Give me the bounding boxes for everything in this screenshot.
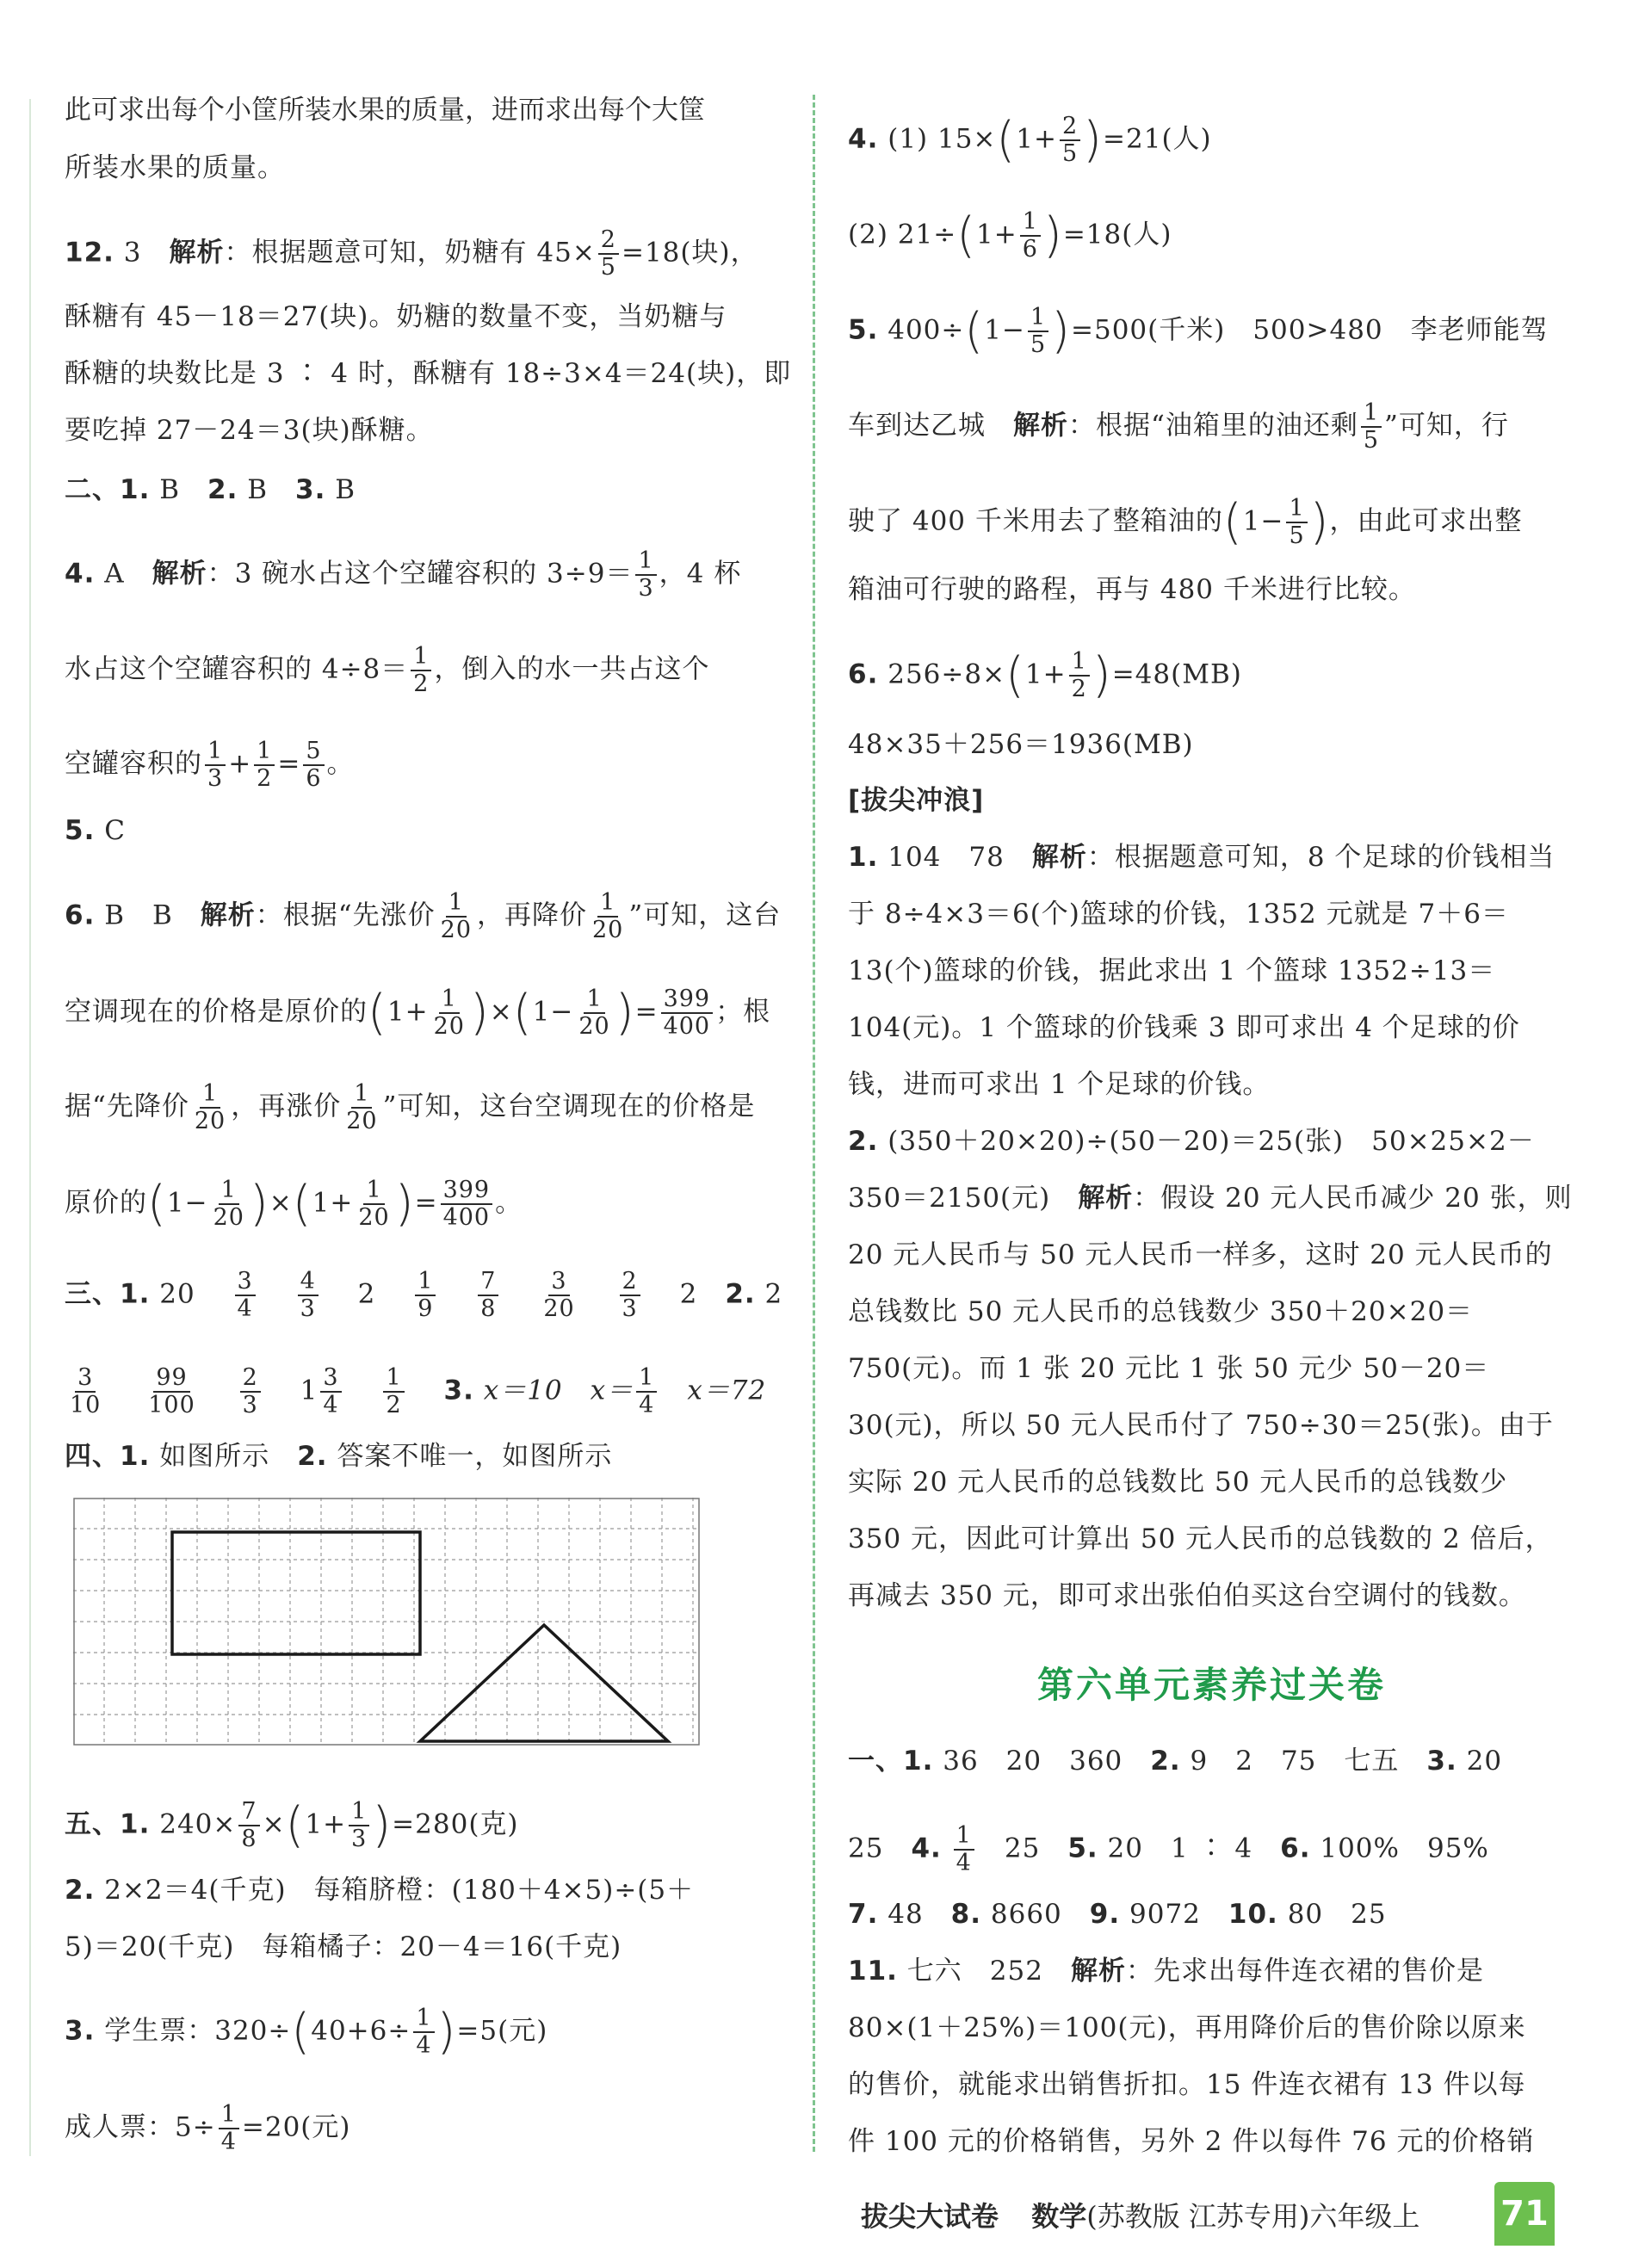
q6-line: 6. B B 解析：根据“先涨价 $\frac{1}{20}$ ，再降价 $\frac{1}{20}$ ”可知，这台	[65, 889, 782, 943]
fraction: $\frac{1}{2}$	[254, 738, 275, 792]
fraction: $\frac{1}{2}$	[1069, 649, 1090, 702]
fraction: $\frac{1}{3}$	[349, 1799, 369, 1852]
fraction: $\frac{1}{20}$	[433, 986, 465, 1040]
section-title: 第六单元素养过关卷	[1036, 1664, 1386, 1706]
text-line: 于 8÷4×3＝6(个)篮球的价钱，1352 元就是 7＋6＝	[848, 899, 1509, 930]
text-line: 要吃掉 27－24＝3(块)酥糖。	[65, 415, 434, 446]
fraction: $\frac{1}{4}$	[954, 1823, 974, 1876]
r4-2-line: (2) 21÷(1+ $\frac{1}{6}$ )=18(人)	[848, 207, 1172, 263]
r5-line: 5. 400÷(1− $\frac{1}{5}$ )=500(千米) 500>480 李老师能驾	[848, 303, 1549, 359]
fraction: $\frac{1}{5}$	[1361, 400, 1382, 454]
fraction: $\frac{3}{4}$	[320, 1365, 341, 1418]
text-line: 车到达乙城 解析：根据“油箱里的油还剩 $\frac{1}{5}$ ”可知，行	[848, 399, 1509, 454]
r4-line: 4. (1) 15×(1+ $\frac{2}{5}$ )=21(人)	[848, 112, 1212, 168]
column-divider	[813, 95, 815, 2152]
text-line: 350＝2150(元) 解析：假设 20 元人民币减少 20 张，则	[848, 1183, 1573, 1214]
b2-line: 2. (350＋20×20)÷(50－20)＝25(张) 50×25×2－	[848, 1126, 1535, 1157]
fraction: $\frac{7}{8}$	[238, 1799, 259, 1852]
s5-q2-line: 2. 2×2＝4(千克) 每箱脐橙：(180＋4×5)÷(5＋	[65, 1875, 695, 1906]
fraction: $\frac{1}{20}$	[592, 889, 624, 943]
fraction: $\frac{3}{20}$	[543, 1268, 575, 1322]
text-line: 5)＝20(千克) 每箱橘子：20－4＝16(千克)	[65, 1931, 622, 1962]
section-4-line: 四、1. 如图所示 2. 答案不唯一，如图所示	[65, 1441, 613, 1472]
grid-figure	[73, 1498, 702, 1756]
fraction: $\frac{1}{5}$	[1028, 305, 1048, 358]
fraction: $\frac{4}{3}$	[298, 1269, 319, 1322]
b1-line: 1. 104 78 解析：根据题意可知，8 个足球的价钱相当	[848, 842, 1556, 873]
section-2-line: 二、1. B 2. B 3. B	[65, 474, 356, 505]
text-line: 80×(1＋25%)＝100(元)，再用降价后的售价除以原来	[848, 2012, 1526, 2043]
text-line: 750(元)。而 1 张 20 元比 1 张 50 元少 50－20＝	[848, 1353, 1490, 1384]
fraction: $\frac{3}{10}$	[70, 1364, 102, 1418]
text-line: 48×35＋256＝1936(MB)	[848, 729, 1194, 760]
text-line: 实际 20 元人民币的总钱数比 50 元人民币的总钱数少	[848, 1467, 1508, 1498]
fraction: $\frac{1}{2}$	[411, 644, 431, 697]
fraction: $\frac{1}{3}$	[205, 738, 226, 792]
fraction: $\frac{1}{20}$	[440, 889, 472, 943]
page-footer	[861, 2191, 1549, 2242]
fraction: $\frac{1}{6}$	[1020, 209, 1041, 263]
fraction: $\frac{2}{5}$	[1060, 114, 1080, 167]
text-line: 104(元)。1 个篮球的价钱乘 3 即可求出 4 个足球的价	[848, 1012, 1520, 1043]
unit-q1-line: 一、1. 36 20 360 2. 9 2 75 七五 3. 20	[848, 1746, 1503, 1777]
text-line: 酥糖有 45－18＝27(块)。奶糖的数量不变，当奶糖与	[65, 301, 727, 332]
text-line: 件 100 元的价格销售，另外 2 件以每件 76 元的价格销	[848, 2126, 1535, 2157]
text-line: 箱油可行驶的路程，再与 480 千米进行比较。	[848, 574, 1416, 605]
text-line: 据“先降价 $\frac{1}{20}$ ，再涨价 $\frac{1}{20}$ ”可知，这台空调现在的价格是	[65, 1080, 756, 1134]
footer-brand: 拔尖大试卷	[861, 2200, 999, 2233]
text-line: 30(元)，所以 50 元人民币付了 750÷30＝25(张)。由于	[848, 1410, 1554, 1441]
left-margin-line	[29, 99, 31, 2156]
fraction: $\frac{1}{20}$	[194, 1080, 226, 1134]
section-3-line: 三、1. 20 $\frac{3}{4}$ $\frac{4}{3}$ 2 $\frac{1}{9}$ $\frac{7}{8}$ $\frac{3}{20}$ $\frac{2}{3}$ 2 2. 2	[65, 1268, 783, 1322]
fraction: $\frac{1}{4}$	[636, 1365, 657, 1418]
text-line: 酥糖的块数比是 3 ∶ 4 时，酥糖有 18÷3×4＝24(块)，即	[65, 358, 792, 389]
unit-q7-line: 7. 48 8. 8660 9. 9072 10. 80 25	[848, 1899, 1387, 1930]
q12-line: 12. 3 解析：根据题意可知，奶糖有 45× $\frac{2}{5}$ =18(块)，	[65, 226, 758, 281]
text-line: 20 元人民币与 50 元人民币一样多，这时 20 元人民币的	[848, 1239, 1553, 1270]
fraction: $\frac{99}{100}$	[148, 1364, 195, 1418]
fraction: $\frac{1}{20}$	[578, 986, 610, 1040]
fraction: $\frac{399}{400}$	[661, 986, 714, 1040]
s5-q3-line: 3. 学生票：320÷(40+6÷ $\frac{1}{4}$ )=5(元)	[65, 2004, 548, 2060]
fraction: $\frac{2}{3}$	[620, 1269, 640, 1322]
fraction: $\frac{7}{8}$	[478, 1269, 498, 1322]
r6-line: 6. 256÷8×(1+ $\frac{1}{2}$ )=48(MB)	[848, 647, 1242, 703]
text-line: 原价的(1− $\frac{1}{20}$ )×(1+ $\frac{1}{20}$ )= $\frac{399}{400}$ 。	[65, 1176, 523, 1232]
q4-line: 4. A 解析：3 碗水占这个空罐容积的 3÷9＝ $\frac{1}{3}$ ，4 杯	[65, 547, 742, 602]
text-line: 空调现在的价格是原价的(1+ $\frac{1}{20}$ )×(1− $\frac{1}{20}$ )= $\frac{399}{400}$ ；根	[65, 985, 771, 1041]
fraction: $\frac{1}{20}$	[213, 1177, 244, 1231]
fraction: $\frac{1}{20}$	[358, 1177, 390, 1231]
fraction: $\frac{1}{4}$	[413, 2005, 434, 2059]
text-line: 驶了 400 千米用去了整箱油的(1− $\frac{1}{5}$ )，由此可求出整	[848, 494, 1523, 550]
fraction: $\frac{2}{3}$	[240, 1365, 261, 1418]
unit-q4-line: 25 4. $\frac{1}{4}$ 25 5. 20 1 ∶ 4 6. 100% 95%	[848, 1822, 1489, 1876]
fraction: $\frac{1}{20}$	[346, 1080, 378, 1134]
s5-q1-line: 五、1. 240× $\frac{7}{8}$ ×(1+ $\frac{1}{3}$ )=280(克)	[65, 1797, 519, 1853]
footer-edition: (苏教版 江苏专用)六年级上	[1086, 2200, 1420, 2233]
text-line: 再减去 350 元，即可求出张伯伯买这台空调付的钱数。	[848, 1580, 1526, 1611]
fraction: $\frac{399}{400}$	[441, 1177, 493, 1231]
text-line: 钱，进而可求出 1 个足球的价钱。	[848, 1069, 1271, 1100]
fraction: $\frac{3}{4}$	[235, 1269, 256, 1322]
grid-lines	[73, 1498, 700, 1746]
text-line: 所装水果的质量。	[65, 152, 285, 183]
footer-subject: 数学	[1031, 2200, 1087, 2233]
q5-line: 5. C	[65, 815, 126, 846]
fraction: $\frac{2}{5}$	[598, 227, 619, 281]
text-line: 此可求出每个小筐所装水果的质量，进而求出每个大筐	[65, 95, 705, 126]
s5-q4-line: 成人票：5÷ $\frac{1}{4}$ =20(元)	[65, 2101, 351, 2155]
page-number: 71	[1494, 2182, 1555, 2246]
text-line: 水占这个空罐容积的 4÷8＝ $\frac{1}{2}$ ，倒入的水一共占这个	[65, 643, 710, 697]
text-line: 350 元，因此可计算出 50 元人民币的总钱数的 2 倍后，	[848, 1523, 1553, 1554]
fraction: $\frac{1}{9}$	[415, 1269, 436, 1322]
fraction: $\frac{1}{4}$	[219, 2102, 239, 2155]
text-line: 空罐容积的 $\frac{1}{3}$ + $\frac{1}{2}$ = $\frac{5}{6}$ 。	[65, 738, 355, 792]
fraction: $\frac{1}{5}$	[1286, 496, 1307, 549]
fraction: $\frac{1}{3}$	[635, 548, 656, 602]
text-line: 13(个)篮球的价钱，据此求出 1 个篮球 1352÷13＝	[848, 955, 1496, 986]
section-header-bajian: [拔尖冲浪]	[848, 785, 985, 816]
section-3-line-2: $\frac{3}{10}$ $\frac{99}{100}$ $\frac{2}{3}$ 1 $\frac{3}{4}$ $\frac{1}{2}$ 3. x＝10 x＝ $\frac{1}{4}$ x＝72	[65, 1365, 766, 1418]
text-line: 总钱数比 50 元人民币的总钱数少 350＋20×20＝	[848, 1296, 1474, 1327]
text-line: 的售价，就能求出销售折扣。15 件连衣裙有 13 件以每	[848, 2069, 1526, 2100]
fraction: $\frac{5}{6}$	[303, 738, 324, 792]
fraction: $\frac{1}{2}$	[383, 1365, 404, 1418]
unit-q11-line: 11. 七六 252 解析：先求出每件连衣裙的售价是	[848, 1956, 1484, 1987]
